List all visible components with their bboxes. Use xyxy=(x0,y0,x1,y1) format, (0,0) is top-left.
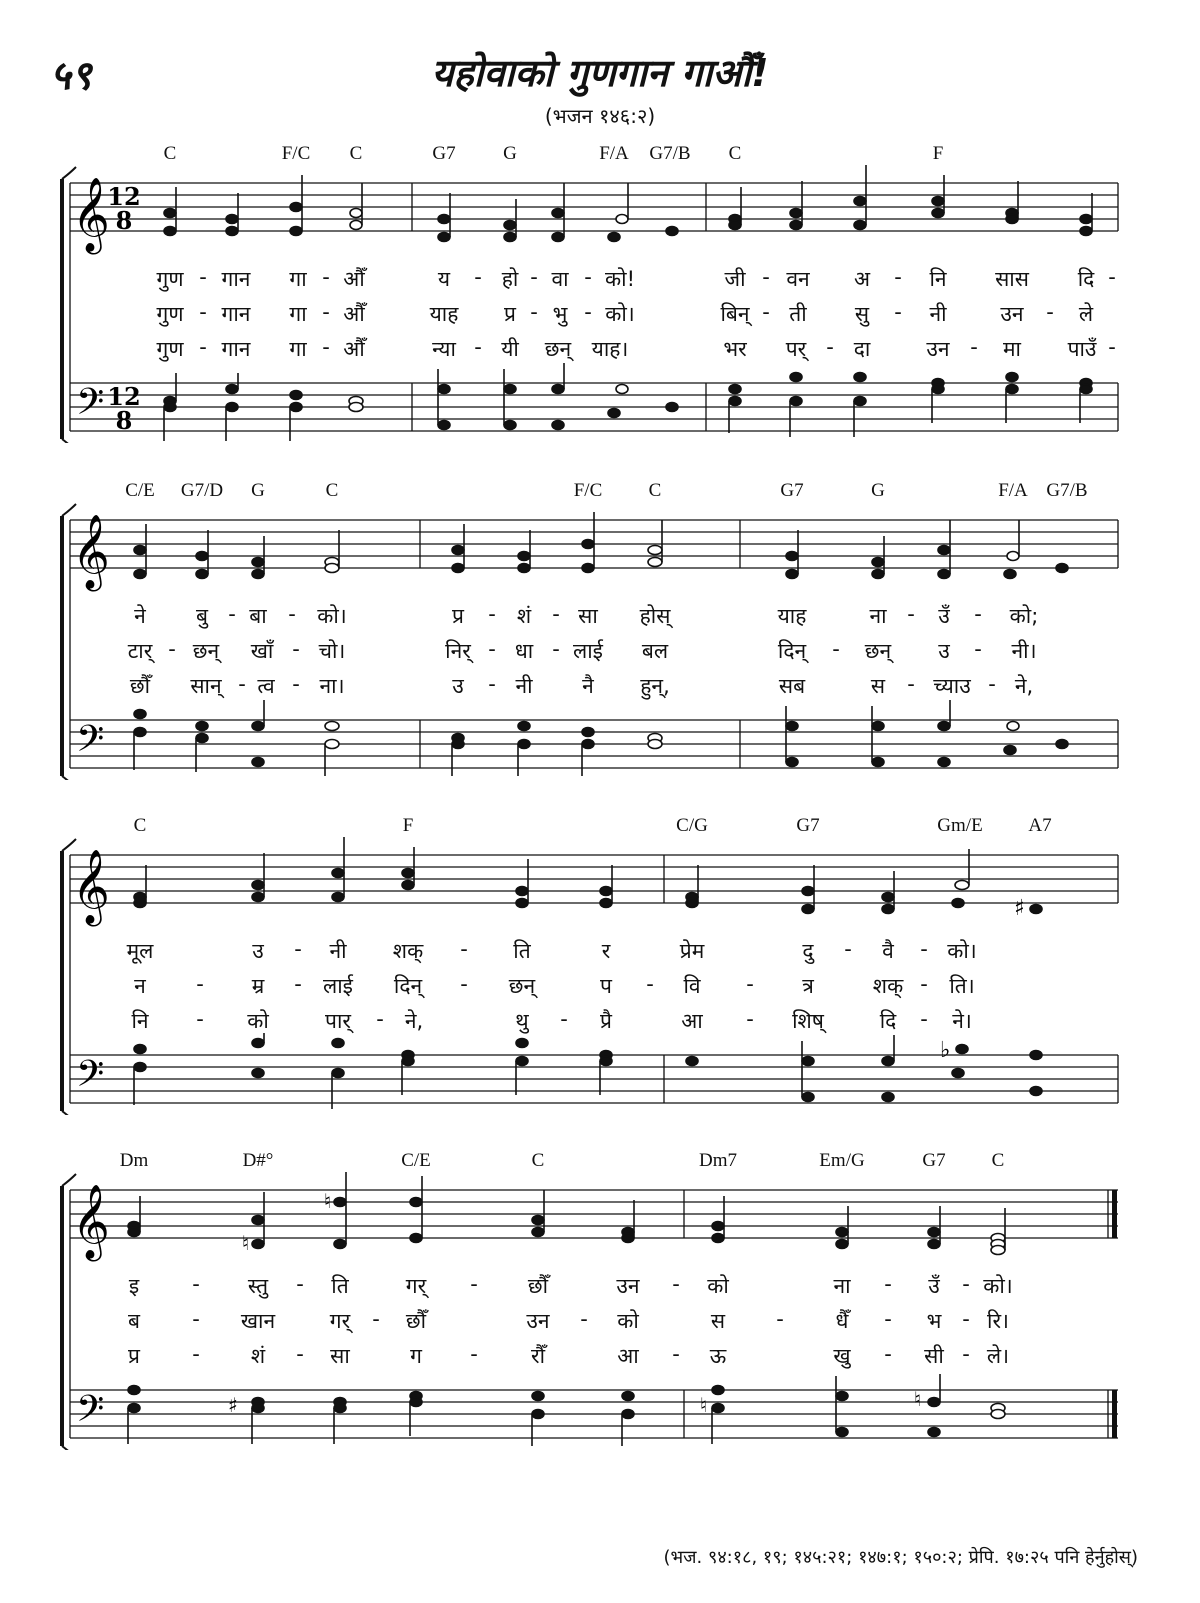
song-title: यहोवाको गुणगान गाऔँ! xyxy=(431,51,769,95)
lyric-syllable: य xyxy=(437,267,451,291)
lyric-syllable: दिन् xyxy=(393,974,423,998)
lyric-syllable: जी xyxy=(724,267,746,291)
lyric-syllable: वि xyxy=(683,974,701,998)
lyric-syllable: - xyxy=(1108,335,1116,359)
lyric-syllable: टार् xyxy=(127,639,153,663)
chord-symbol: G xyxy=(251,480,265,501)
lyric-syllable: - xyxy=(199,300,207,324)
lyric-syllable: - xyxy=(672,1272,680,1296)
lyric-syllable: - xyxy=(292,637,300,661)
lyric-syllable: - xyxy=(460,972,468,996)
lyric-syllable: - xyxy=(894,265,902,289)
lyric-syllable: प्रै xyxy=(600,1009,612,1033)
lyric-syllable: को। xyxy=(605,302,635,326)
lyric-syllable: गर् xyxy=(405,1274,427,1298)
lyric-syllable: त्र xyxy=(802,974,814,998)
lyric-syllable: बा xyxy=(249,604,267,628)
lyric-syllable: नी xyxy=(329,939,347,963)
lyric-syllable: - xyxy=(199,335,207,359)
lyric-verse-1 xyxy=(0,602,1200,632)
sharp-accidental-icon: ♯ xyxy=(228,1393,238,1417)
lyric-syllable: यी xyxy=(501,337,519,361)
lyric-syllable: - xyxy=(322,300,330,324)
lyric-syllable: छन् xyxy=(544,337,572,361)
lyric-syllable: - xyxy=(376,1007,384,1031)
chord-symbol: Dm xyxy=(119,1150,149,1171)
lyric-syllable: - xyxy=(1046,300,1054,324)
lyric-syllable: याह xyxy=(429,302,459,326)
lyric-syllable: सा xyxy=(578,604,598,628)
lyric-syllable: सु xyxy=(854,302,870,326)
lyric-syllable: ले। xyxy=(986,1344,1010,1368)
chord-symbol: C/E xyxy=(401,1150,431,1171)
lyric-syllable: अ xyxy=(853,267,871,291)
lyric-syllable: बिन् xyxy=(720,302,750,326)
lyric-syllable: प्रेम xyxy=(679,939,705,963)
lyric-syllable: म्र xyxy=(251,974,265,998)
lyric-syllable: नै xyxy=(582,674,594,698)
lyric-syllable: शक् xyxy=(872,974,904,998)
lyric-syllable: उन xyxy=(1000,302,1024,326)
lyric-verse-3 xyxy=(0,335,1200,365)
chord-symbol: C/E xyxy=(125,480,155,501)
lyric-syllable: - xyxy=(196,1007,204,1031)
lyric-syllable: - xyxy=(322,265,330,289)
lyric-syllable: - xyxy=(826,335,834,359)
lyric-syllable: - xyxy=(1108,265,1116,289)
chord-symbol: G7 xyxy=(780,480,804,501)
lyric-syllable: को xyxy=(247,1009,269,1033)
lyric-syllable: छन् xyxy=(508,974,536,998)
lyric-syllable: - xyxy=(920,972,928,996)
lyric-syllable: - xyxy=(844,937,852,961)
lyric-verse-2 xyxy=(0,300,1200,330)
music-system-1 xyxy=(0,143,1200,443)
lyric-syllable: खु xyxy=(833,1344,851,1368)
lyric-syllable: को। xyxy=(317,604,347,628)
lyric-syllable: छौँ xyxy=(129,674,151,698)
lyric-syllable: प्र xyxy=(452,604,464,628)
lyric-syllable: उन xyxy=(926,337,950,361)
lyric-syllable: - xyxy=(762,265,770,289)
lyric-syllable: स्तु xyxy=(247,1274,269,1298)
lyric-syllable: - xyxy=(470,1342,478,1366)
chord-symbol: F/C xyxy=(573,480,603,501)
chord-symbol: G7 xyxy=(796,815,820,836)
chord-symbol: D#° xyxy=(242,1150,274,1171)
lyric-syllable: उ xyxy=(938,639,950,663)
lyric-syllable: हुन्, xyxy=(640,674,670,698)
treble-clef-icon: 𝄞 xyxy=(72,1185,110,1259)
lyric-syllable: गा xyxy=(289,337,307,361)
lyric-syllable: ति। xyxy=(949,974,975,998)
lyric-syllable: शं xyxy=(516,604,532,628)
lyric-syllable: - xyxy=(988,672,996,696)
lyric-syllable: - xyxy=(974,637,982,661)
lyric-syllable: रि। xyxy=(987,1309,1009,1333)
lyric-syllable: को! xyxy=(605,267,635,291)
lyric-syllable: ति xyxy=(513,939,531,963)
lyric-syllable: - xyxy=(488,672,496,696)
lyric-syllable: गान xyxy=(221,302,251,326)
lyric-syllable: खाँ xyxy=(250,639,274,663)
natural-accidental-icon: ♮ xyxy=(242,1231,250,1255)
lyric-syllable: निर् xyxy=(445,639,471,663)
lyric-syllable: वा xyxy=(551,267,569,291)
lyric-syllable: - xyxy=(646,972,654,996)
lyric-syllable: सान् xyxy=(190,674,222,698)
lyric-syllable: - xyxy=(584,300,592,324)
lyric-verse-1 xyxy=(0,265,1200,295)
lyric-syllable: - xyxy=(192,1342,200,1366)
lyric-syllable: उँ xyxy=(938,604,950,628)
lyric-syllable: ना xyxy=(833,1274,851,1298)
lyric-syllable: प्र xyxy=(504,302,516,326)
treble-clef-icon: 𝄞 xyxy=(72,178,110,252)
lyric-syllable: नी xyxy=(515,674,533,698)
lyric-syllable: - xyxy=(474,335,482,359)
lyric-syllable: लाई xyxy=(573,639,603,663)
lyric-syllable: चो। xyxy=(318,639,346,663)
lyric-verse-2 xyxy=(0,637,1200,667)
lyric-syllable: - xyxy=(552,602,560,626)
lyric-syllable: - xyxy=(294,937,302,961)
lyric-syllable: आ xyxy=(681,1009,703,1033)
lyric-syllable: सी xyxy=(924,1344,944,1368)
lyric-syllable: प्र xyxy=(128,1344,140,1368)
lyric-syllable: उ xyxy=(252,939,264,963)
lyric-syllable: को xyxy=(617,1309,639,1333)
bass-clef-icon: 𝄢 xyxy=(76,1053,105,1104)
lyric-syllable: छौँ xyxy=(527,1274,549,1298)
lyric-syllable: - xyxy=(884,1307,892,1331)
lyric-syllable: - xyxy=(560,1007,568,1031)
lyric-syllable: - xyxy=(584,265,592,289)
lyric-syllable: - xyxy=(832,637,840,661)
lyric-syllable: ने। xyxy=(952,1009,972,1033)
lyric-syllable: - xyxy=(168,637,176,661)
time-signature-bottom: 8 xyxy=(115,206,133,235)
lyric-syllable: स xyxy=(870,674,886,698)
lyric-syllable: नि xyxy=(929,267,947,291)
lyric-verse-3 xyxy=(0,1342,1200,1372)
lyric-syllable: नी xyxy=(929,302,947,326)
scripture-reference: (भजन १४६:२) xyxy=(544,104,656,128)
lyric-syllable: को। xyxy=(947,939,977,963)
lyric-syllable: औँ xyxy=(343,302,365,326)
lyric-syllable: ति xyxy=(331,1274,349,1298)
lyric-syllable: मा xyxy=(1003,337,1021,361)
chord-symbol: G7/B xyxy=(649,143,691,164)
lyric-syllable: छौँ xyxy=(405,1309,427,1333)
lyric-syllable: ले xyxy=(1078,302,1094,326)
lyric-syllable: - xyxy=(962,1272,970,1296)
lyric-syllable: गा xyxy=(289,302,307,326)
chord-symbol: C xyxy=(728,143,742,164)
music-system-4 xyxy=(0,1150,1200,1450)
lyric-syllable: - xyxy=(292,672,300,696)
sharp-accidental-icon: ♯ xyxy=(1014,896,1025,921)
chord-symbol: G7 xyxy=(432,143,456,164)
lyric-syllable: - xyxy=(974,602,982,626)
lyric-syllable: न xyxy=(134,974,146,998)
lyric-syllable: भ xyxy=(926,1309,942,1333)
lyric-syllable: - xyxy=(530,265,538,289)
lyric-syllable: - xyxy=(294,972,302,996)
lyric-syllable: होस् xyxy=(639,604,671,628)
chord-symbol: G7/B xyxy=(1046,480,1088,501)
lyric-syllable: दा xyxy=(853,337,871,361)
lyric-verse-2 xyxy=(0,1307,1200,1337)
lyric-syllable: - xyxy=(762,300,770,324)
chord-symbol: F/C xyxy=(281,143,311,164)
chord-symbol: G7/D xyxy=(180,480,224,501)
lyric-syllable: गुण xyxy=(156,267,184,291)
lyric-syllable: गर् xyxy=(329,1309,351,1333)
lyric-syllable: शक् xyxy=(392,939,424,963)
lyric-syllable: ब xyxy=(128,1309,140,1333)
lyric-syllable: गान xyxy=(221,337,251,361)
flat-accidental-icon: ♭ xyxy=(940,1038,951,1063)
chord-symbol: Em/G xyxy=(819,1150,865,1171)
lyric-syllable: छन् xyxy=(192,639,220,663)
music-system-2 xyxy=(0,480,1200,780)
time-signature-top: 12 xyxy=(107,382,141,411)
lyric-syllable: को xyxy=(707,1274,729,1298)
lyric-syllable: ने xyxy=(134,604,146,628)
lyric-syllable: याह xyxy=(777,604,807,628)
lyric-syllable: सा xyxy=(330,1344,350,1368)
lyric-syllable: उँ xyxy=(928,1274,940,1298)
lyric-syllable: गा xyxy=(289,267,307,291)
lyric-syllable: - xyxy=(296,1272,304,1296)
lyric-syllable: प xyxy=(600,974,612,998)
chord-symbol: F xyxy=(932,143,944,164)
chord-symbol: G xyxy=(871,480,885,501)
bass-clef-icon: 𝄢 xyxy=(76,1388,105,1439)
chord-symbol: C xyxy=(648,480,662,501)
lyric-syllable: - xyxy=(238,672,246,696)
lyric-syllable: छन् xyxy=(864,639,892,663)
lyric-syllable: स xyxy=(710,1309,726,1333)
lyric-syllable: आ xyxy=(617,1344,639,1368)
lyric-syllable: - xyxy=(776,1307,784,1331)
lyric-syllable: - xyxy=(894,300,902,324)
lyric-syllable: - xyxy=(552,637,560,661)
lyric-syllable: - xyxy=(530,300,538,324)
chord-symbol: C/G xyxy=(676,815,708,836)
lyric-verse-1 xyxy=(0,937,1200,967)
lyric-syllable: - xyxy=(962,1307,970,1331)
lyric-syllable: सब xyxy=(778,674,806,698)
lyric-syllable: धैँ xyxy=(835,1309,849,1333)
lyric-syllable: धा xyxy=(514,639,534,663)
lyric-syllable: - xyxy=(199,265,207,289)
lyric-syllable: ग xyxy=(410,1344,422,1368)
song-number: ५९ xyxy=(50,53,92,99)
lyric-verse-3 xyxy=(0,1007,1200,1037)
lyric-syllable: ऊ xyxy=(709,1344,727,1368)
bass-clef-icon: 𝄢 xyxy=(76,718,105,769)
lyric-syllable: भर xyxy=(723,337,747,361)
treble-clef-icon: 𝄞 xyxy=(72,515,110,589)
lyric-syllable: दिन् xyxy=(777,639,807,663)
lyric-syllable: - xyxy=(372,1307,380,1331)
lyric-syllable: गान xyxy=(221,267,251,291)
lyric-syllable: लाई xyxy=(323,974,353,998)
lyric-syllable: उन xyxy=(526,1309,550,1333)
lyric-syllable: औँ xyxy=(343,267,365,291)
treble-clef-icon: 𝄞 xyxy=(72,850,110,924)
lyric-syllable: - xyxy=(746,1007,754,1031)
lyric-syllable: ती xyxy=(789,302,807,326)
lyric-syllable: ना xyxy=(869,604,887,628)
chord-symbol: Dm7 xyxy=(699,1150,737,1171)
lyric-syllable: - xyxy=(672,1342,680,1366)
lyric-syllable: त्व xyxy=(257,674,275,698)
lyric-syllable: याह। xyxy=(591,337,629,361)
lyric-syllable: हो xyxy=(501,267,519,291)
lyric-syllable: बु xyxy=(196,604,208,628)
chord-symbol: A7 xyxy=(1028,815,1052,836)
lyric-syllable: - xyxy=(470,1272,478,1296)
lyric-syllable: शिष् xyxy=(792,1009,824,1033)
chord-symbol: Gm/E xyxy=(937,815,983,836)
lyric-syllable: - xyxy=(192,1272,200,1296)
chord-symbol: C xyxy=(349,143,363,164)
lyric-syllable: च्याउ xyxy=(933,674,971,698)
bass-clef-icon: 𝄢 xyxy=(76,381,105,432)
chord-symbol: F/A xyxy=(998,480,1028,501)
lyric-syllable: - xyxy=(228,602,236,626)
lyric-syllable: दि xyxy=(879,1009,897,1033)
lyric-syllable: मूल xyxy=(126,939,154,963)
lyric-syllable: भु xyxy=(552,302,568,326)
lyric-syllable: - xyxy=(920,1007,928,1031)
lyric-syllable: - xyxy=(196,972,204,996)
lyric-syllable: रौँ xyxy=(530,1344,546,1368)
lyric-syllable: - xyxy=(970,335,978,359)
chord-symbol: C xyxy=(991,1150,1005,1171)
lyric-syllable: ने, xyxy=(1014,674,1034,698)
lyric-syllable: र xyxy=(601,939,611,963)
cross-references: (भज. ९४:१८, १९; १४५:२१; १४७:१; १५०:२; प्रेपि. १७:२५ पनि हेर्नुहोस्) xyxy=(663,1547,1138,1568)
chord-symbol: C xyxy=(531,1150,545,1171)
lyric-syllable: औँ xyxy=(343,337,365,361)
chord-symbol: C xyxy=(325,480,339,501)
lyric-syllable: - xyxy=(488,637,496,661)
lyric-syllable: न्या xyxy=(432,337,456,361)
lyric-syllable: शं xyxy=(250,1344,266,1368)
lyric-syllable: ने, xyxy=(404,1009,424,1033)
lyric-syllable: - xyxy=(884,1342,892,1366)
lyric-verse-1 xyxy=(0,1272,1200,1302)
natural-accidental-icon: ♮ xyxy=(700,1393,708,1417)
lyric-syllable: - xyxy=(488,602,496,626)
lyric-syllable: बल xyxy=(641,639,669,663)
lyric-syllable: पाउँ xyxy=(1067,337,1097,361)
time-signature-bottom: 8 xyxy=(115,406,133,435)
lyric-syllable: वै xyxy=(882,939,894,963)
natural-accidental-icon: ♮ xyxy=(324,1189,332,1213)
time-signature-top: 12 xyxy=(107,182,141,211)
lyric-syllable: - xyxy=(962,1342,970,1366)
lyric-syllable: पर् xyxy=(785,337,807,361)
chord-symbol: G xyxy=(503,143,517,164)
lyric-syllable: - xyxy=(907,602,915,626)
lyric-syllable: - xyxy=(907,672,915,696)
lyric-syllable: गुण xyxy=(156,302,184,326)
lyric-syllable: - xyxy=(474,265,482,289)
lyric-syllable: - xyxy=(288,602,296,626)
lyric-syllable: उन xyxy=(616,1274,640,1298)
lyric-syllable: सास xyxy=(995,267,1029,291)
lyric-syllable: पार् xyxy=(325,1009,351,1033)
lyric-syllable: ना। xyxy=(319,674,345,698)
lyric-syllable: - xyxy=(192,1307,200,1331)
lyric-syllable: - xyxy=(580,1307,588,1331)
chord-symbol: F xyxy=(402,815,414,836)
chord-symbol: C xyxy=(133,815,147,836)
lyric-syllable: दि xyxy=(1077,267,1095,291)
lyric-syllable: - xyxy=(296,1342,304,1366)
lyric-syllable: - xyxy=(884,1272,892,1296)
lyric-syllable: को; xyxy=(1009,604,1039,628)
lyric-syllable: गुण xyxy=(156,337,184,361)
lyric-syllable: - xyxy=(746,972,754,996)
lyric-syllable: थु xyxy=(515,1009,529,1033)
chord-symbol: G7 xyxy=(922,1150,946,1171)
lyric-syllable: को। xyxy=(983,1274,1013,1298)
lyric-syllable: - xyxy=(920,937,928,961)
lyric-syllable: उ xyxy=(452,674,464,698)
natural-accidental-icon: ♮ xyxy=(914,1387,922,1411)
music-system-3 xyxy=(0,815,1200,1115)
lyric-syllable: - xyxy=(322,335,330,359)
chord-symbol: F/A xyxy=(599,143,629,164)
lyric-verse-3 xyxy=(0,672,1200,702)
lyric-syllable: - xyxy=(460,937,468,961)
lyric-syllable: इ xyxy=(128,1274,140,1298)
chord-symbol: C xyxy=(163,143,177,164)
lyric-syllable: खान xyxy=(240,1309,276,1333)
lyric-verse-2 xyxy=(0,972,1200,1002)
lyric-syllable: दु xyxy=(802,939,814,963)
lyric-syllable: वन xyxy=(786,267,810,291)
lyric-syllable: नि xyxy=(131,1009,149,1033)
lyric-syllable: नी। xyxy=(1011,639,1037,663)
